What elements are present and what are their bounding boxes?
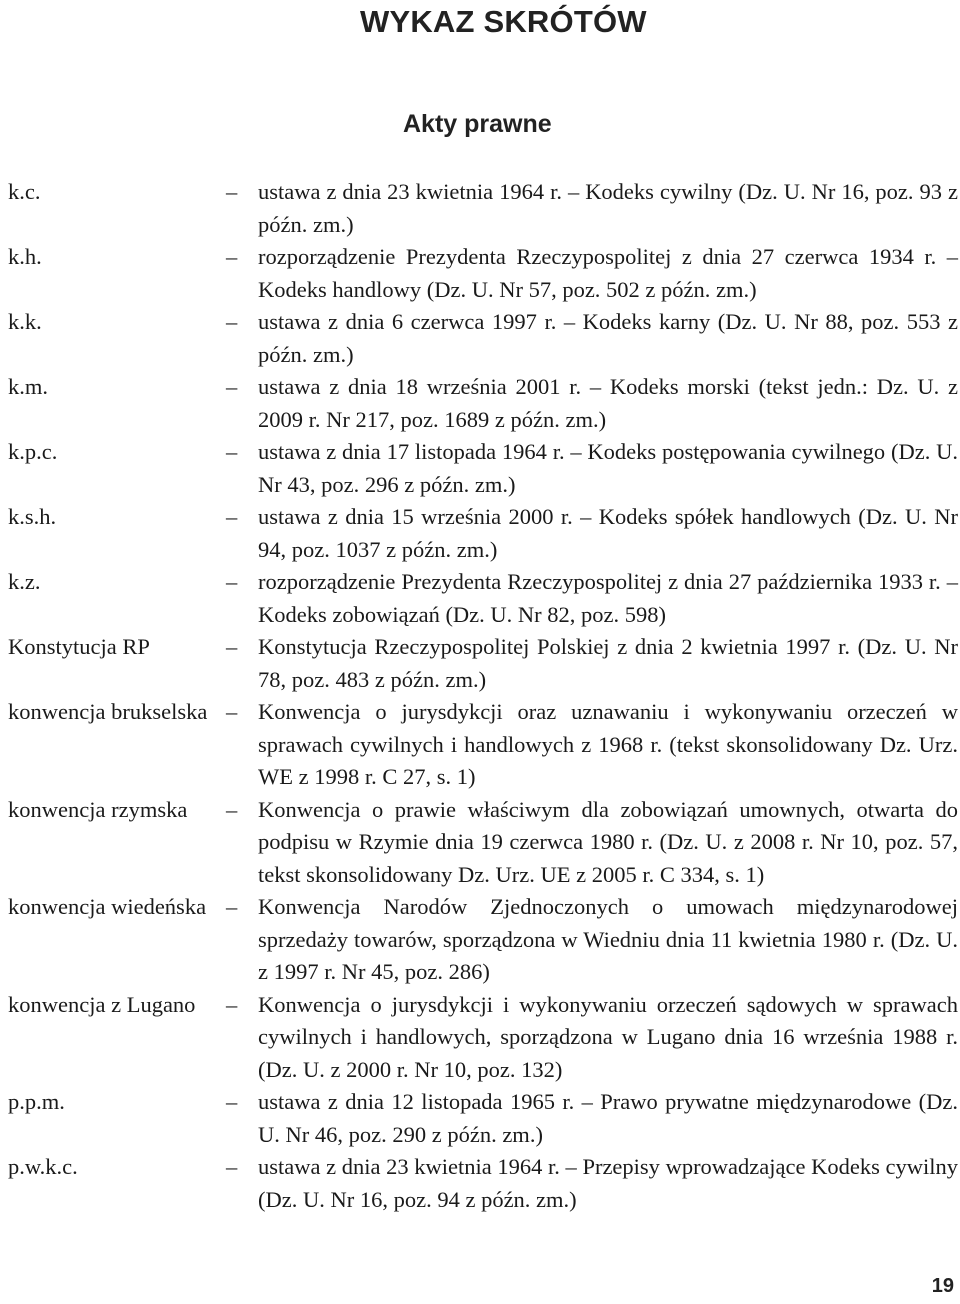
section-title: Akty prawne — [403, 110, 552, 138]
dash-separator: – — [226, 179, 238, 204]
list-item — [8, 436, 958, 501]
abbreviation-definition: ustawa z dnia 17 listopada 1964 r. – Kodeks postępowania cywilnego (Dz. U. Nr 43, poz. 296 z późn. zm.) — [258, 439, 958, 497]
dash-separator: – — [226, 439, 238, 464]
list-item — [8, 631, 958, 696]
abbreviation-term: p.p.m. — [8, 1089, 65, 1114]
dash-separator: – — [226, 309, 238, 334]
abbreviation-definition: Konwencja o jurysdykcji i wykonywaniu orzeczeń sądowych w sprawach cywilnych i handlowych, sporządzona w Lugano dnia 16 września 1988 r. (Dz. U. z 2000 r. Nr 10, poz. 132) — [258, 991, 958, 1082]
abbreviation-definition: Konstytucja Rzeczypospolitej Polskiej z dnia 2 kwietnia 1997 r. (Dz. U. Nr 78, poz. 483 z późn. zm.) — [258, 634, 958, 692]
abbreviation-definition: ustawa z dnia 12 listopada 1965 r. – Prawo prywatne międzynarodowe (Dz. U. Nr 46, poz. 290 z późn. zm.) — [258, 1089, 958, 1147]
abbreviation-term: k.z. — [8, 569, 41, 594]
dash-separator: – — [226, 796, 238, 822]
page-title: WYKAZ SKRÓTÓW — [360, 4, 647, 39]
dash-separator: – — [226, 504, 238, 529]
list-item — [8, 241, 958, 306]
abbreviation-term: konwencja rzymska — [8, 796, 188, 822]
abbreviation-definition: rozporządzenie Prezydenta Rzeczypospolitej z dnia 27 czerwca 1934 r. – Kodeks handlowy (Dz. U. Nr 57, poz. 502 z późn. zm.) — [258, 244, 958, 302]
dash-separator: – — [226, 244, 238, 269]
list-item — [8, 371, 958, 436]
abbreviation-term: k.s.h. — [8, 504, 57, 529]
abbreviation-term: k.p.c. — [8, 439, 58, 464]
abbreviation-definition: rozporządzenie Prezydenta Rzeczypospolitej z dnia 27 października 1933 r. – Kodeks zobowiązań (Dz. U. Nr 82, poz. 598) — [258, 569, 958, 627]
abbreviation-term: konwencja z Lugano — [8, 991, 196, 1017]
list-item — [8, 891, 958, 989]
dash-separator: – — [226, 991, 238, 1017]
list-item — [8, 176, 958, 241]
list-item — [8, 794, 958, 892]
dash-separator: – — [226, 569, 238, 594]
abbreviation-definition: Konwencja o jurysdykcji oraz uznawaniu i wykonywaniu orzeczeń w sprawach cywilnych i handlowych z 1968 r. (tekst skonsolidowany Dz. Urz. WE z 1998 r. C 27, s. 1) — [258, 699, 958, 789]
dash-separator: – — [226, 634, 238, 659]
list-item — [8, 1086, 958, 1151]
abbreviation-definition: ustawa z dnia 15 września 2000 r. – Kodeks spółek handlowych (Dz. U. Nr 94, poz. 1037 z późn. zm.) — [258, 504, 958, 562]
list-item — [8, 696, 958, 794]
abbreviation-definition: ustawa z dnia 6 czerwca 1997 r. – Kodeks karny (Dz. U. Nr 88, poz. 553 z późn. zm.) — [258, 309, 958, 367]
abbreviation-term: k.m. — [8, 374, 49, 399]
dash-separator: – — [226, 699, 238, 724]
abbreviation-term: k.k. — [8, 309, 42, 334]
list-item — [8, 1151, 958, 1216]
dash-separator: – — [226, 1089, 238, 1114]
page-number: 19 — [931, 1275, 954, 1297]
abbreviation-term: p.w.k.c. — [8, 1154, 78, 1179]
abbreviation-term: k.c. — [8, 179, 41, 204]
abbreviation-definition: ustawa z dnia 23 kwietnia 1964 r. – Przepisy wprowadzające Kodeks cywilny (Dz. U. Nr 16, poz. 94 z późn. zm.) — [258, 1154, 958, 1212]
dash-separator: – — [226, 1154, 238, 1179]
abbreviation-definition: Konwencja o prawie właściwym dla zobowiązań umownych, otwarta do podpisu w Rzymie dnia 19 czerwca 1980 r. (Dz. U. z 2008 r. Nr 10, poz. 57, tekst skonsolidowany Dz. Urz. UE z 2005 r. C 334, s. 1) — [258, 796, 958, 887]
abbreviation-list — [8, 176, 958, 1216]
dash-separator: – — [226, 894, 238, 919]
abbreviation-definition: ustawa z dnia 18 września 2001 r. – Kodeks morski (tekst jedn.: Dz. U. z 2009 r. Nr 217, poz. 1689 z późn. zm.) — [258, 374, 958, 432]
abbreviation-definition: Konwencja Narodów Zjednoczonych o umowach międzynarodowej sprzedaży towarów, sporządzona w Wiedniu dnia 11 kwietnia 1980 r. (Dz. U. z 1997 r. Nr 45, poz. 286) — [258, 894, 958, 984]
list-item — [8, 989, 958, 1087]
list-item — [8, 566, 958, 631]
abbreviation-definition: ustawa z dnia 23 kwietnia 1964 r. – Kodeks cywilny (Dz. U. Nr 16, poz. 93 z późn. zm.) — [258, 179, 958, 237]
abbreviation-term: Konstytucja RP — [8, 634, 150, 659]
list-item — [8, 501, 958, 566]
abbreviation-term: konwencja brukselska — [8, 699, 208, 724]
list-item — [8, 306, 958, 371]
abbreviation-term: konwencja wiedeńska — [8, 894, 207, 919]
dash-separator: – — [226, 374, 238, 399]
abbreviation-term: k.h. — [8, 244, 42, 269]
